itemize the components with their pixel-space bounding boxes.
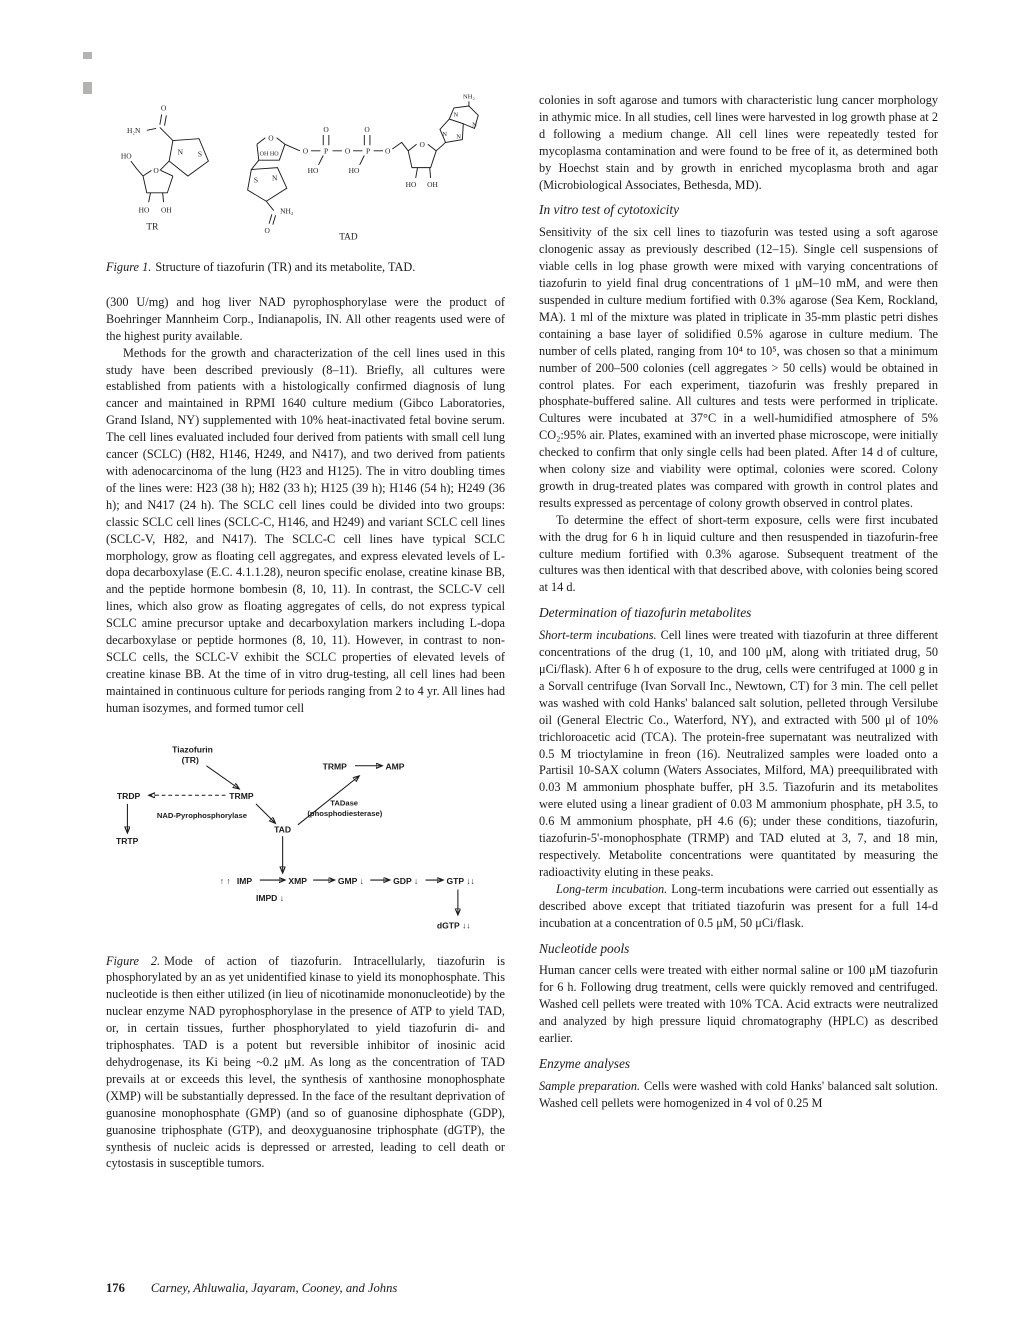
label-ribose-o: O xyxy=(153,166,159,176)
figure-2 xyxy=(106,741,505,1173)
pathway-arrows xyxy=(127,765,457,914)
node-amp: AMP xyxy=(385,761,405,772)
section-title-cytotoxicity: In vitro test of cytotoxicity xyxy=(539,202,680,218)
paragraph-sample-preparation-text: Cells were washed with cold Hanks' balanced salt solution. Washed cell pellets were homogenized in 4 vol of 0.25 M xyxy=(539,1078,938,1110)
label-tad-thiazole-s: S xyxy=(253,175,259,185)
label-chain-o3: O xyxy=(384,146,391,156)
node-tadase-phosphodiesterase: (phosphodiesterase) xyxy=(307,808,383,818)
section-title-metabolites: Determination of tiazofurin metabolites xyxy=(539,605,752,621)
node-dgtp: dGTP ↓↓ xyxy=(436,920,471,931)
figure2-caption xyxy=(106,953,505,1173)
run-in-heading-sample-preparation: Sample preparation. xyxy=(539,1078,641,1093)
tr-structure xyxy=(121,104,209,233)
figure1-caption-text: Structure of tiazofurin (TR) and its metabolite, TAD. xyxy=(155,260,416,274)
scan-artifact xyxy=(83,52,92,59)
node-xmp: XMP xyxy=(288,875,307,886)
node-trmp: TRMP xyxy=(229,790,254,801)
paragraph-colonies: colonies in soft agarose and tumors with characteristic lung cancer morphology in athymic mice. In all studies, cell lines were harvested in log growth phase at 2 d following a medium change. All cell lines were repeatedly tested for mycoplasma contamination and were found to be free of it, as determined both by Hoechst stain and by growth in enriched mycoplasma broth and agar (Microbiological Associates, Bethesda, MD). xyxy=(539,93,938,192)
label-chain-p1: P xyxy=(323,146,329,156)
label-tad-oh: OH xyxy=(427,180,438,190)
label-chain-p2: P xyxy=(365,146,371,156)
label-p2-ho: HO xyxy=(348,166,360,176)
paragraph-methods: Methods for the growth and characterization of the cell lines used in this study have been described previously (8–11). Briefly, all cultures were established from patients with a histologically confirmed diagnosis of lung cancer and maintained in RPMI 1640 culture medium (Gibco Laboratories, Grand Island, NY) supplemented with 10% heat-inactivated fetal bovine serum. The cell lines evaluated included four derived from patients with small cell lung cancer (SCLC) (H82, H146, H249, and N417), and two derived from patients with adenocarcinoma of the lung (H23 and H125). The in vitro doubling times of the lines were: H23 (38 h); H82 (33 h); H125 (39 h); H146 (54 h); H249 (36 h); and N417 (24 h). The SCLC cell lines could be divided into two groups: classic SCLC cell lines (SCLC-C, H146, and H249) and variant SCLC cell lines (SCLC-V, H82, and N417). The SCLC-C cell lines have typical SCLC morphology, grow as floating cell aggregates, and express elevated levels of L-dopa decarboxylase (E.C. 4.1.1.28), neuron specific enolase, creatine kinase BB, and the peptide hormone bombesin (8, 10, 11). In contrast, the SCLC-V cell lines, which also grow as floating aggregates of cells, do not express typical SCLC amine precursor uptake and decarboxylation markers including L-dopa decarboxylase or peptide hormones (8, 10, 11). However, in contrast to non-SCLC cells, the SCLC-V exhibit the SCLC properties of elevated levels of creatine kinase BB. At the time of in vitro drug-testing, all cell lines had been maintained in continuous culture for periods ranging from 2 to 4 yr. All lines had human isozymes, and formed tumor cell xyxy=(106,345,505,715)
label-tad-thiazole-n: N xyxy=(271,173,278,183)
node-tadase: TADase xyxy=(330,798,359,808)
figure1-structure-drawing xyxy=(106,92,505,247)
label-p1-ho: HO xyxy=(307,166,319,176)
run-in-heading-long-term: Long-term incubation. xyxy=(556,881,668,896)
label-tad-ribose2-o: O xyxy=(419,140,425,150)
page-number: 176 xyxy=(106,1281,125,1295)
figure-1 xyxy=(106,92,505,276)
paragraph-long-term-incubation xyxy=(539,881,938,932)
figure1-caption-label: Figure 1. xyxy=(106,260,152,274)
label-tad: TAD xyxy=(339,232,358,243)
node-tiazofurin: Tiazofurin xyxy=(172,743,213,754)
figure1-caption xyxy=(106,259,505,276)
paragraph-cytotoxicity-2: To determine the effect of short-term exposure, cells were first incubated with the drug for 6 h in liquid culture and then resuspended in tiazofurin-free culture medium fortified with 0.3% agarose. Subsequent treatment of the cultures was then identical with that described above, with colonies being scored at 14 d. xyxy=(539,512,938,595)
label-chain-o2: O xyxy=(344,146,351,156)
figure2-pathway-diagram xyxy=(106,741,505,941)
node-gmp: GMP ↓ xyxy=(337,875,364,886)
right-column xyxy=(539,92,938,1172)
label-adenine-n3: N xyxy=(442,130,447,138)
node-gtp: GTP ↓↓ xyxy=(446,875,475,886)
section-title-enzyme-analyses: Enzyme analyses xyxy=(539,1055,631,1071)
run-in-heading-short-term: Short-term incubations. xyxy=(539,628,657,643)
label-tad-amide-o: O xyxy=(264,225,270,235)
paragraph-sample-preparation xyxy=(539,1078,938,1112)
section-title-nucleotide-pools: Nucleotide pools xyxy=(539,940,630,956)
page-footer xyxy=(106,1281,397,1296)
figure2-caption-text: Mode of action of tiazofurin. Intracellularly, tiazofurin is phosphorylated by an as yet unidentified kinase to yield its monophosphate. This nucleotide is then either utilized (in lieu of nicotinamide mononucleotide) by the nuclear enzyme NAD pyrophosphorylase in the presence of ATP to yield TAD, or, in certain tissues, further phosphorylated to yield tiazofurin di- and triphosphates. TAD is a potent but reversible inhibitor of inosinic acid dehydrogenase, its Ki being ~0.2 μM. As long as the concentration of TAD prevails at or exceeds this level, the synthesis of xanthosine monophosphate (XMP) will be substantially depressed. In the face of the resultant deprivation of guanosine monophosphate (GMP) (and so of guanosine diphosphate (GDP), guanosine triphosphate (GTP), and deoxyguanosine triphosphate (dGTP), the synthesis of nucleic acids is depressed or arrested, leading to cell death or cytostasis in susceptible tumors. xyxy=(106,953,505,1171)
scan-artifact xyxy=(83,82,92,94)
label-adenine-n4: N xyxy=(456,133,461,141)
label-amide-o: O xyxy=(160,103,167,113)
label-h2n: H₂N xyxy=(127,126,141,136)
node-tad: TAD xyxy=(274,823,292,834)
label-adenine-n2: N xyxy=(472,121,477,129)
label-adenine-nh2: NH₂ xyxy=(463,93,475,101)
left-column xyxy=(106,92,505,1172)
paragraph-short-term-text: Cell lines were treated with tiazofurin at three different concentrations of the drug (1, 10, and 100 μM, along with tritiated drug, 50 μCi/flask). After 6 h of exposure to the drug, cells were centrifuged at 1000 g in a Sorvall centrifuge (Ivan Sorvall Inc., Newtown, CT) for 3 min. The cell pellet was washed with cold Hanks' balanced salt solution, pelleted through Versilube oil (General Electric Co., Waterford, NY), and extracted with 500 μl of 10% trichloroacetic acid (TCA). The protein-free supernatant was neutralized with 0.5 M trioctylamine in freon (16). Neutralized samples were loaded onto a Partisil 10-SAX column (Waters Associates, Milford, MA) preequilibrated with 0.03 M ammonium phosphate buffer, pH 3.5. Tiazofurin and its metabolites were eluted using a linear gradient of 0.03 M ammonium phosphate, pH 3.5, to 0.6 M ammonium phosphate, pH 4.6 (6); under these conditions, tiazofurin, tiazofurin-5'-monophosphate (TRMP) and TAD eluted at 3, 7, and 18 min, respectively. Metabolite concentrations were quantitated by measuring the radioactivity eluting in these peaks. xyxy=(539,628,939,879)
node-trtp: TRTP xyxy=(115,835,139,846)
two-column-layout xyxy=(106,92,938,1172)
paragraph-nucleotide-pools: Human cancer cells were treated with either normal saline or 100 μM tiazofurin for 6 h. Following drug treatment, cells were quickly removed and centrifuged. Washed cell pellets were treated with 10% TCA. Acid extracts were neutralized and analyzed by high pressure liquid chromatography (HPLC) as described earlier. xyxy=(539,963,938,1046)
node-impd: IMPD ↓ xyxy=(255,892,285,903)
paragraph-reagents: (300 U/mg) and hog liver NAD pyrophosphorylase were the product of Boehringer Mannheim Corp., Indianapolis, IN. All other reagents used were of the highest purity available. xyxy=(106,294,505,343)
figure2-caption-label: Figure 2. xyxy=(106,953,161,968)
node-imp: IMP xyxy=(236,875,253,886)
label-tad-ho: HO xyxy=(405,180,417,190)
label-tad-ribose1-ohho: OH HO xyxy=(259,151,279,158)
label-thiazole-s: S xyxy=(197,149,203,159)
label-adenine-n1: N xyxy=(453,111,459,119)
label-ho-bottom: HO xyxy=(138,205,150,215)
tad-structure xyxy=(248,94,479,243)
running-authors: Carney, Ahluwalia, Jayaram, Cooney, and Johns xyxy=(150,1281,398,1295)
label-tad-ribose1-o: O xyxy=(268,133,274,143)
node-tiazofurin-tr: (TR) xyxy=(181,754,199,765)
label-p1-o: O xyxy=(323,125,329,135)
paragraph-short-term-incubations xyxy=(539,627,938,881)
label-tad-nh2: NH₂ xyxy=(280,206,294,216)
node-nad-pyrophosphorylase: NAD-Pyrophosphorylase xyxy=(156,810,247,820)
paragraph-long-term-text: Long-term incubations were carried out essentially as described above except that tritiated tiazofurin was present for a full 14-d incubation at a concentration of 0.5 μM, 50 μCi/flask. xyxy=(539,881,938,930)
label-ho-side: HO xyxy=(120,151,132,161)
node-trdp: TRDP xyxy=(116,790,141,801)
label-oh-bottom: OH xyxy=(160,205,172,215)
label-chain-o1: O xyxy=(302,146,309,156)
node-trmp-product: TRMP xyxy=(322,761,347,772)
label-thiazole-n: N xyxy=(177,147,184,157)
node-gdp: GDP ↓ xyxy=(393,875,419,886)
node-imp-up-arrows: ↑ ↑ xyxy=(219,875,231,886)
paragraph-cytotoxicity-1: Sensitivity of the six cell lines to tiazofurin was tested using a soft agarose clonogenic assay as previously described (12–15). Single cell suspensions of viable cells in log phase growth were mixed with varying concentrations of tiazofurin to yield final drug concentrations of 1 μM–10 mM, and were then suspended in culture medium fortified with 0.3% agarose (Sea Kem, Rockland, MA). 1 ml of the mixture was plated in triplicate in 35-mm plastic petri dishes containing a base layer of solidified 0.5% agarose in culture medium. The number of cells plated, ranging from 10⁴ to 10⁵, was chosen so that a minimum number of 200–500 colonies (cell aggregates > 50 cells) would be obtained in control plates. For each experiment, tiazofurin was freshly prepared in phosphate-buffered saline. All cultures and tests were performed in triplicate. Cultures were incubated at 37°C in a well-humidified atmosphere of 5% CO₂:95% air. Plates, examined with an inverted phase microscope, were initially checked to confirm that only single cells had been plated. After 14 d of culture, when colony size and viability were optimal, colonies were scored. Colony growth in drug-treated plates was compared with growth in control plates and results expressed as percentage of colony growth observed in control plates. xyxy=(539,225,938,510)
label-tr: TR xyxy=(146,222,159,233)
label-p2-o: O xyxy=(364,125,370,135)
